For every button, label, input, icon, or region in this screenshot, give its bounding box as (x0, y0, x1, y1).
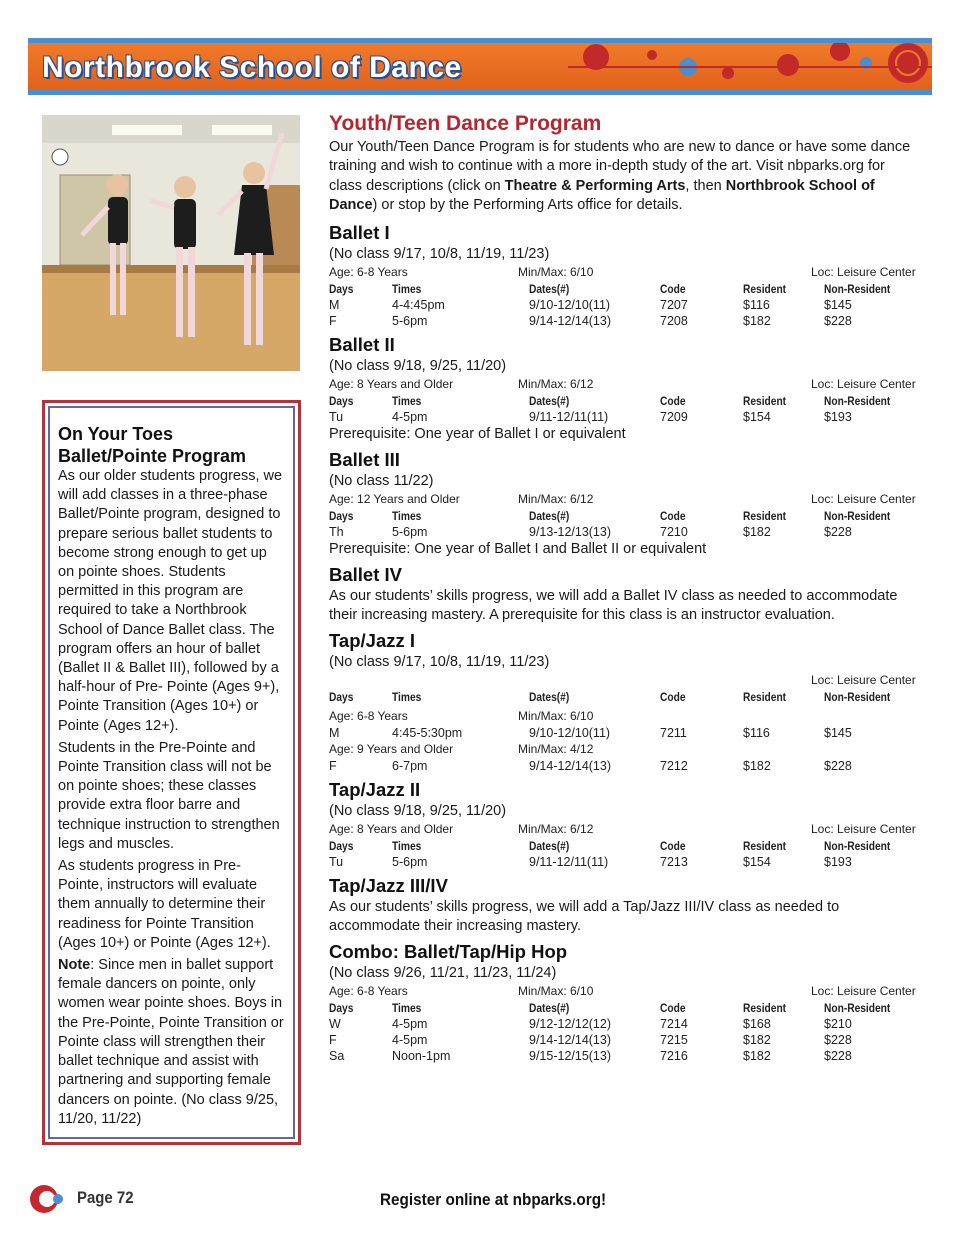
header-dates: Dates(#) (529, 1001, 570, 1016)
noclass-ballet-3: (No class 11/22) (329, 473, 434, 490)
header-dates: Dates(#) (529, 690, 570, 705)
class-title-ballet-3: Ballet III (329, 449, 400, 471)
nonresident-fee: $193 (824, 410, 852, 425)
intro-text-a: Our Youth/Teen Dance Program is for students who are new to dance or have some dance training and wish to continue with a more in-depth study of the art. Visit nbparks.org for class descriptions (click on (329, 139, 911, 194)
header-code: Code (660, 839, 686, 854)
minmax: Min/Max: 6/12 (518, 377, 594, 392)
noclass-combo: (No class 9/26, 11/21, 11/23, 11/24) (329, 965, 557, 982)
header-times: Times (392, 839, 422, 854)
time: 4:45-5:30pm (392, 726, 463, 741)
header-code: Code (660, 1001, 686, 1016)
time: Noon-1pm (392, 1049, 451, 1064)
header-nonresident: Non-Resident (824, 282, 891, 297)
code: 7208 (660, 314, 688, 329)
dates: 9/14-12/14(13) (529, 759, 612, 774)
register-online-text: Register online at nbparks.org! (380, 1190, 607, 1209)
park-district-logo-icon (28, 1183, 68, 1215)
table-row (329, 1016, 919, 1032)
meta-ballet-1 (329, 264, 919, 281)
header-code: Code (660, 690, 686, 705)
resident-fee: $182 (743, 314, 771, 329)
location: Loc: Leisure Center (811, 822, 916, 837)
table-row (329, 1048, 919, 1064)
meta-combo (329, 983, 919, 1000)
header-nonresident: Non-Resident (824, 394, 891, 409)
note-label: Note (58, 957, 91, 974)
table-row (329, 409, 919, 425)
minmax: Min/Max: 6/12 (518, 822, 594, 837)
dates: 9/14-12/14(13) (529, 314, 612, 329)
minmax: Min/Max: 6/12 (518, 492, 594, 507)
location: Loc: Leisure Center (811, 377, 916, 392)
header-banner (28, 38, 932, 95)
code: 7210 (660, 525, 688, 540)
meta-tapjazz-1-b (329, 741, 919, 758)
noclass-tapjazz-1: (No class 9/17, 10/8, 11/19, 11/23) (329, 654, 550, 671)
time: 6-7pm (392, 759, 428, 774)
resident-fee: $116 (743, 298, 770, 313)
table-header (329, 393, 919, 409)
table-row (329, 854, 919, 870)
day: W (329, 1017, 341, 1032)
day: Th (329, 525, 344, 540)
dates: 9/11-12/11(11) (529, 855, 609, 870)
header-dates: Dates(#) (529, 509, 570, 524)
meta-tapjazz-1-a (329, 708, 919, 725)
header-times: Times (392, 1001, 422, 1016)
time: 4-5pm (392, 410, 428, 425)
time: 4-5pm (392, 1033, 428, 1048)
header-resident: Resident (743, 394, 787, 409)
main-column (329, 110, 919, 1064)
time: 5-6pm (392, 525, 428, 540)
meta-tapjazz-2 (329, 821, 919, 838)
location: Loc: Leisure Center (811, 265, 916, 280)
header-dates: Dates(#) (529, 839, 570, 854)
prereq-ballet-3: Prerequisite: One year of Ballet I and Ballet II or equivalent (329, 541, 707, 558)
nonresident-fee: $228 (824, 1049, 852, 1064)
class-title-tapjazz-1: Tap/Jazz I (329, 630, 416, 652)
desc-ballet-4: As our students’ skills progress, we will add a Ballet IV class as needed to accommodate their increasing mastery. A prerequisite for this class is an instructor evaluation. (329, 588, 898, 624)
header-nonresident: Non-Resident (824, 690, 891, 705)
time: 4-5pm (392, 1017, 428, 1032)
sidebar-paragraph-2: Students in the Pre-Pointe and Pointe Transition class will not be on pointe shoes; these classes provide extra floor barre and technique instruction to strengthen legs and muscles. (58, 739, 280, 852)
header-resident: Resident (743, 839, 787, 854)
dates: 9/11-12/11(11) (529, 410, 609, 425)
resident-fee: $182 (743, 1033, 771, 1048)
day: Tu (329, 855, 344, 870)
meta-tapjazz-1 (329, 672, 919, 689)
resident-fee: $168 (743, 1017, 771, 1032)
sidebar-heading-2: Ballet/Pointe Program (58, 446, 247, 466)
time: 5-6pm (392, 314, 428, 329)
resident-fee: $182 (743, 1049, 771, 1064)
note-text: : Since men in ballet support female dancers on pointe, only women wear pointe shoes. Boys in the Pre-Pointe, Pointe Transition or Pointe class will strengthen their ballet technique and assist with partnering and supporting female dancers on pointe. (No class 9/25, 11/20, 11/22) (58, 957, 284, 1127)
header-days: Days (329, 282, 354, 297)
age: Age: 6-8 Years (329, 265, 408, 280)
intro-text-d: ) or stop by the Performing Arts office for details. (372, 196, 683, 213)
sidebar-note (58, 956, 286, 1129)
age: Age: 6-8 Years (329, 709, 408, 724)
minmax: Min/Max: 6/10 (518, 709, 594, 724)
table-header (329, 281, 919, 297)
table-row (329, 524, 919, 540)
dates: 9/15-12/15(13) (529, 1049, 612, 1064)
header-nonresident: Non-Resident (824, 1001, 891, 1016)
nonresident-fee: $145 (824, 298, 852, 313)
header-days: Days (329, 690, 354, 705)
meta-ballet-2 (329, 376, 919, 393)
header-nonresident: Non-Resident (824, 509, 891, 524)
table-header (329, 508, 919, 524)
header-code: Code (660, 394, 686, 409)
day: F (329, 1033, 337, 1048)
table-row (329, 758, 919, 774)
dates: 9/10-12/10(11) (529, 298, 611, 313)
day: Tu (329, 410, 344, 425)
page-number: Page 72 (77, 1188, 134, 1207)
code: 7209 (660, 410, 688, 425)
resident-fee: $116 (743, 726, 770, 741)
resident-fee: $182 (743, 525, 771, 540)
time: 5-6pm (392, 855, 428, 870)
header-times: Times (392, 394, 422, 409)
banner-title: Northbrook School of Dance (42, 51, 462, 84)
prereq-ballet-2: Prerequisite: One year of Ballet I or equivalent (329, 426, 626, 443)
age: Age: 8 Years and Older (329, 377, 454, 392)
nonresident-fee: $193 (824, 855, 852, 870)
sidebar-paragraph-3: As students progress in Pre-Pointe, instructors will evaluate them annually to determine their readiness for Pointe Transition (Ages 10+) or Pointe (Ages 12+). (58, 858, 271, 951)
day: M (329, 298, 340, 313)
minmax: Min/Max: 4/12 (518, 742, 594, 757)
program-intro (329, 138, 919, 215)
table-row (329, 1032, 919, 1048)
dates: 9/13-12/13(13) (529, 525, 612, 540)
table-row (329, 297, 919, 313)
day: F (329, 314, 337, 329)
day: M (329, 726, 340, 741)
nonresident-fee: $228 (824, 759, 852, 774)
class-title-ballet-1: Ballet I (329, 222, 390, 244)
noclass-ballet-1: (No class 9/17, 10/8, 11/19, 11/23) (329, 246, 550, 263)
header-days: Days (329, 509, 354, 524)
header-times: Times (392, 282, 422, 297)
intro-link-theatre: Theatre & Performing Arts (504, 177, 686, 194)
header-code: Code (660, 509, 686, 524)
dancers-photo (42, 115, 300, 371)
age: Age: 9 Years and Older (329, 742, 454, 757)
table-row (329, 725, 919, 741)
dates: 9/14-12/14(13) (529, 1033, 612, 1048)
table-header (329, 689, 919, 705)
table-header (329, 1000, 919, 1016)
header-times: Times (392, 690, 422, 705)
location: Loc: Leisure Center (811, 492, 916, 507)
sidebar-heading-1: On Your Toes (58, 424, 174, 444)
code: 7212 (660, 759, 688, 774)
header-resident: Resident (743, 509, 787, 524)
class-title-ballet-2: Ballet II (329, 334, 395, 356)
meta-ballet-3 (329, 491, 919, 508)
class-title-tapjazz-3: Tap/Jazz III/IV (329, 875, 448, 897)
ballet-pointe-sidebar (42, 400, 301, 1145)
day: Sa (329, 1049, 345, 1064)
header-days: Days (329, 394, 354, 409)
time: 4-4:45pm (392, 298, 445, 313)
intro-text-c: , then (685, 177, 726, 194)
nonresident-fee: $145 (824, 726, 852, 741)
code: 7215 (660, 1033, 688, 1048)
resident-fee: $154 (743, 855, 771, 870)
sidebar-paragraph-1: As our older students progress, we will add classes in a three-phase Ballet/Pointe program, designed to prepare serious ballet students to become strong enough to get up on pointe shoes. Students permitted in this program are required to take a Northbrook School of Dance Ballet class. The program offers an hour of ballet (Ballet II & Ballet III), followed by a half-hour of Pre- Pointe (Ages 9+), Pointe Transition (Ages 10+) or Pointe (Ages 12+). (58, 468, 283, 734)
header-days: Days (329, 839, 354, 854)
header-dates: Dates(#) (529, 282, 570, 297)
noclass-tapjazz-2: (No class 9/18, 9/25, 11/20) (329, 803, 507, 820)
table-row (329, 313, 919, 329)
code: 7211 (660, 726, 687, 741)
minmax: Min/Max: 6/10 (518, 984, 594, 999)
header-resident: Resident (743, 690, 787, 705)
code: 7216 (660, 1049, 688, 1064)
header-nonresident: Non-Resident (824, 839, 891, 854)
header-resident: Resident (743, 282, 787, 297)
dates: 9/12-12/12(12) (529, 1017, 612, 1032)
code: 7213 (660, 855, 688, 870)
table-header (329, 838, 919, 854)
header-code: Code (660, 282, 686, 297)
intro-link-school: Northbrook School of Dance (329, 177, 875, 213)
dates: 9/10-12/10(11) (529, 726, 611, 741)
header-resident: Resident (743, 1001, 787, 1016)
header-times: Times (392, 509, 422, 524)
header-days: Days (329, 1001, 354, 1016)
age: Age: 6-8 Years (329, 984, 408, 999)
day: F (329, 759, 337, 774)
program-title: Youth/Teen Dance Program (329, 112, 602, 135)
noclass-ballet-2: (No class 9/18, 9/25, 11/20) (329, 358, 507, 375)
nonresident-fee: $228 (824, 314, 852, 329)
nonresident-fee: $228 (824, 1033, 852, 1048)
code: 7207 (660, 298, 688, 313)
nonresident-fee: $228 (824, 525, 852, 540)
class-title-tapjazz-2: Tap/Jazz II (329, 779, 421, 801)
resident-fee: $154 (743, 410, 771, 425)
age: Age: 8 Years and Older (329, 822, 454, 837)
age: Age: 12 Years and Older (329, 492, 460, 507)
header-dates: Dates(#) (529, 394, 570, 409)
class-title-ballet-4: Ballet IV (329, 564, 402, 586)
code: 7214 (660, 1017, 688, 1032)
nonresident-fee: $210 (824, 1017, 852, 1032)
class-title-combo: Combo: Ballet/Tap/Hip Hop (329, 941, 568, 963)
location: Loc: Leisure Center (811, 984, 916, 999)
location: Loc: Leisure Center (811, 673, 916, 688)
desc-tapjazz-3: As our students’ skills progress, we will add a Tap/Jazz III/IV class as needed to accommodate their increasing mastery. (329, 899, 840, 935)
resident-fee: $182 (743, 759, 771, 774)
minmax: Min/Max: 6/10 (518, 265, 594, 280)
